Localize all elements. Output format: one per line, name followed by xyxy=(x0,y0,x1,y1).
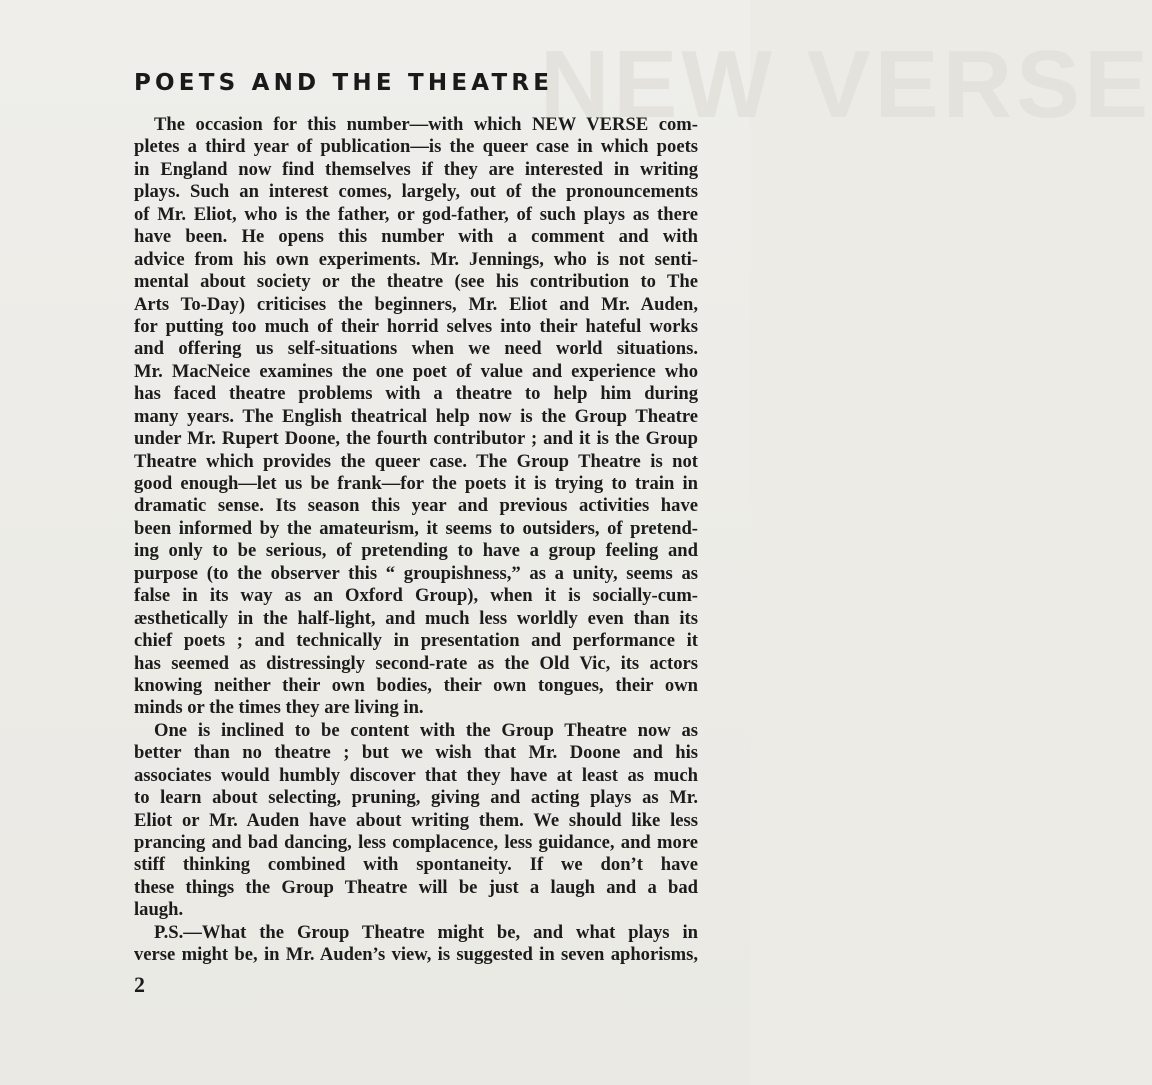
text-line: dramatic sense. Its season this year and previous activities have xyxy=(134,495,698,517)
text-line: knowing neither their own bodies, their own tongues, their own xyxy=(134,674,698,696)
text-line: for putting too much of their horrid selves into their hateful works xyxy=(134,315,698,337)
text-line: ing only to be serious, of pretending to have a group feeling and xyxy=(134,540,698,562)
text-line: stiff thinking combined with spontaneity. If we don’t have xyxy=(134,854,698,876)
text-line: Eliot or Mr. Auden have about writing them. We should like less xyxy=(134,809,698,831)
text-line: been informed by the amateurism, it seems to outsiders, of pretend- xyxy=(134,517,698,539)
paragraph-1 xyxy=(134,114,698,720)
page-title: POETS AND THE THEATRE xyxy=(134,70,554,96)
text-line: better than no theatre ; but we wish that Mr. Doone and his xyxy=(134,742,698,764)
text-line: mental about society or the theatre (see his contribution to The xyxy=(134,271,698,293)
text-line: false in its way as an Oxford Group), when it is socially-cum- xyxy=(134,585,698,607)
text-line: these things the Group Theatre will be just a laugh and a bad xyxy=(134,876,698,898)
text-line: has faced theatre problems with a theatre to help him during xyxy=(134,383,698,405)
watermark-show-through: NEW VERSE xyxy=(540,31,1152,138)
text-line: good enough—let us be frank—for the poets it is trying to train in xyxy=(134,473,698,494)
paragraph-2 xyxy=(134,720,698,922)
text-line: have been. He opens this number with a comment and with xyxy=(134,226,698,248)
text-line: verse might be, in Mr. Auden’s view, is suggested in seven aphorisms, xyxy=(134,944,698,966)
text-line: to learn about selecting, pruning, giving and acting plays as Mr. xyxy=(134,787,698,809)
text-line: Arts To-Day) criticises the beginners, Mr. Eliot and Mr. Auden, xyxy=(134,293,698,315)
text-line: The occasion for this number—with which NEW VERSE com- xyxy=(154,114,698,135)
text-line: chief poets ; and technically in presentation and performance it xyxy=(134,630,698,652)
paragraph-3 xyxy=(134,922,698,967)
text-line: æsthetically in the half-light, and much less worldly even than its xyxy=(134,607,698,629)
text-line: associates would humbly discover that they have at least as much xyxy=(134,764,698,786)
page-number: 2 xyxy=(134,972,145,997)
text-line: P.S.—What the Group Theatre might be, and what plays in xyxy=(154,921,698,943)
text-line: Mr. MacNeice examines the one poet of value and experience who xyxy=(134,360,698,382)
text-line: and offering us self-situations when we need world situations. xyxy=(134,338,698,360)
text-line: purpose (to the observer this “ groupishness,” as a unity, seems as xyxy=(134,562,698,584)
text-line: plays. Such an interest comes, largely, out of the pronouncements xyxy=(134,181,698,203)
text-line: of Mr. Eliot, who is the father, or god-father, of such plays as there xyxy=(134,203,698,225)
text-line: Theatre which provides the queer case. The Group Theatre is not xyxy=(134,450,698,472)
text-line: in England now find themselves if they are interested in writing xyxy=(134,158,698,180)
text-line: has seemed as distressingly second-rate as the Old Vic, its actors xyxy=(134,652,698,674)
text-line: One is inclined to be content with the Group Theatre now as xyxy=(154,719,698,741)
text-line: advice from his own experiments. Mr. Jennings, who is not senti- xyxy=(134,248,698,270)
text-line: minds or the times they are living in. xyxy=(134,697,424,719)
article-body xyxy=(134,114,698,967)
text-line: many years. The English theatrical help now is the Group Theatre xyxy=(134,405,698,427)
text-line: laugh. xyxy=(134,899,184,921)
text-line: prancing and bad dancing, less complacence, less guidance, and more xyxy=(134,832,698,853)
text-line: pletes a third year of publication—is the queer case in which poets xyxy=(134,136,698,158)
text-line: under Mr. Rupert Doone, the fourth contributor ; and it is the Group xyxy=(134,428,698,450)
